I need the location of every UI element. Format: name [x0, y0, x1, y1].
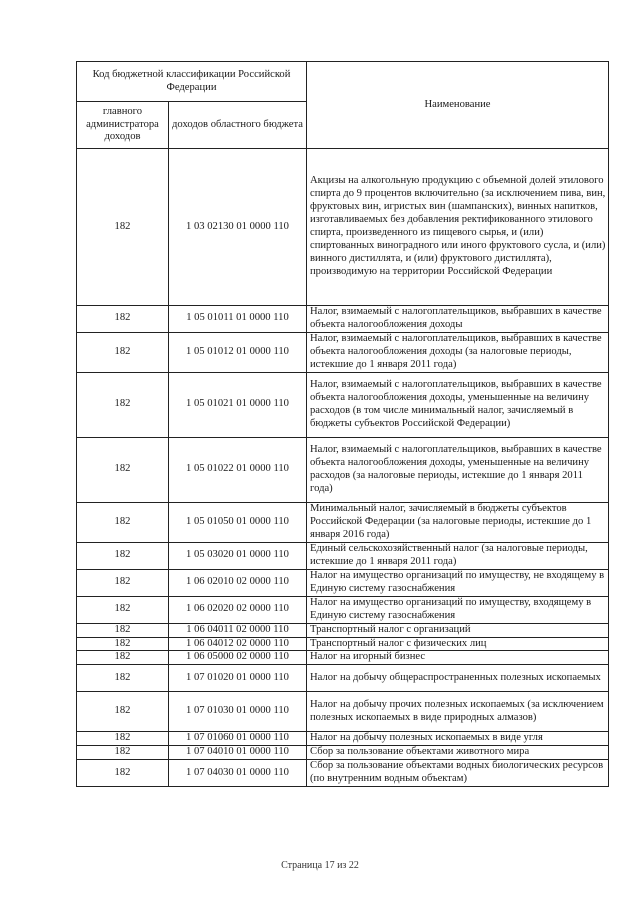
table-row [77, 569, 609, 596]
row-admin-code: 182 [77, 732, 169, 746]
row-name: Налог на добычу общераспространенных полезных ископаемых [307, 665, 609, 692]
budget-classification-table [76, 61, 609, 787]
row-budget-code: 1 05 01012 01 0000 110 [169, 332, 307, 372]
table-row [77, 542, 609, 569]
row-budget-code: 1 05 01022 01 0000 110 [169, 437, 307, 502]
row-name: Налог, взимаемый с налогоплательщиков, выбравших в качестве объекта налогообложения доходы (за налоговые периоды, истекшие до 1 января 2011 года) [307, 332, 609, 372]
row-budget-code: 1 07 01030 01 0000 110 [169, 692, 307, 732]
table-row [77, 692, 609, 732]
row-admin-code: 182 [77, 332, 169, 372]
row-name: Акцизы на алкогольную продукцию с объемной долей этилового спирта до 9 процентов включительно (за исключением пива, вин, фруктовых вин, игристых вин (шампанских), винных напитков, изготавливаемых без добавления ректификованного этилового спирта, произведенного из пищевого сырья, и (или) спиртованных виноградного или иного фруктового сусла, и (или) винного дистиллята, и (или) фруктового дистиллята), производимую на территории Российской Федерации [307, 149, 609, 306]
row-budget-code: 1 07 04030 01 0000 110 [169, 760, 307, 787]
table-row [77, 502, 609, 542]
table-row [77, 306, 609, 333]
row-name: Налог на имущество организаций по имуществу, входящему в Единую систему газоснабжения [307, 596, 609, 623]
table-row [77, 746, 609, 760]
row-admin-code: 182 [77, 306, 169, 333]
row-admin-code: 182 [77, 502, 169, 542]
table-row [77, 637, 609, 651]
table-row [77, 372, 609, 437]
row-name: Налог на добычу полезных ископаемых в виде угля [307, 732, 609, 746]
table-row [77, 651, 609, 665]
row-budget-code: 1 05 03020 01 0000 110 [169, 542, 307, 569]
row-budget-code: 1 06 02020 02 0000 110 [169, 596, 307, 623]
row-name: Налог на игорный бизнес [307, 651, 609, 665]
row-name: Транспортный налог с организаций [307, 623, 609, 637]
row-admin-code: 182 [77, 542, 169, 569]
row-budget-code: 1 07 04010 01 0000 110 [169, 746, 307, 760]
table-row [77, 332, 609, 372]
row-name: Налог, взимаемый с налогоплательщиков, выбравших в качестве объекта налогообложения доходы, уменьшенные на величину расходов (в том числе минимальный налог, зачисляемый в бюджеты субъектов Российской Федерации) [307, 372, 609, 437]
table-row [77, 760, 609, 787]
row-admin-code: 182 [77, 637, 169, 651]
header-budget: доходов областного бюджета [169, 102, 307, 149]
budget-classification-table-container [76, 61, 608, 787]
row-name: Налог на имущество организаций по имуществу, не входящему в Единую систему газоснабжения [307, 569, 609, 596]
row-admin-code: 182 [77, 651, 169, 665]
table-row [77, 665, 609, 692]
row-name: Сбор за пользование объектами водных биологических ресурсов (по внутренним водным объектам) [307, 760, 609, 787]
row-admin-code: 182 [77, 692, 169, 732]
row-budget-code: 1 06 04012 02 0000 110 [169, 637, 307, 651]
row-budget-code: 1 06 04011 02 0000 110 [169, 623, 307, 637]
table-row [77, 623, 609, 637]
row-name: Сбор за пользование объектами животного мира [307, 746, 609, 760]
row-name: Минимальный налог, зачисляемый в бюджеты субъектов Российской Федерации (за налоговые периоды, истекшие до 1 января 2016 года) [307, 502, 609, 542]
row-name: Налог на добычу прочих полезных ископаемых (за исключением полезных ископаемых в виде природных алмазов) [307, 692, 609, 732]
header-code-group: Код бюджетной классификации Российской Федерации [77, 62, 307, 102]
row-admin-code: 182 [77, 665, 169, 692]
page-footer: Страница 17 из 22 [281, 860, 359, 871]
row-budget-code: 1 05 01021 01 0000 110 [169, 372, 307, 437]
row-admin-code: 182 [77, 760, 169, 787]
row-admin-code: 182 [77, 623, 169, 637]
row-admin-code: 182 [77, 569, 169, 596]
table-row [77, 437, 609, 502]
table-row [77, 596, 609, 623]
row-admin-code: 182 [77, 746, 169, 760]
table-row [77, 732, 609, 746]
row-admin-code: 182 [77, 437, 169, 502]
row-admin-code: 182 [77, 596, 169, 623]
header-name: Наименование [307, 62, 609, 149]
row-budget-code: 1 06 05000 02 0000 110 [169, 651, 307, 665]
row-name: Налог, взимаемый с налогоплательщиков, выбравших в качестве объекта налогообложения доходы [307, 306, 609, 333]
row-name: Транспортный налог с физических лиц [307, 637, 609, 651]
row-budget-code: 1 05 01011 01 0000 110 [169, 306, 307, 333]
table-body [77, 149, 609, 787]
row-budget-code: 1 03 02130 01 0000 110 [169, 149, 307, 306]
row-budget-code: 1 05 01050 01 0000 110 [169, 502, 307, 542]
row-name: Единый сельскохозяйственный налог (за налоговые периоды, истекшие до 1 января 2011 года) [307, 542, 609, 569]
row-budget-code: 1 06 02010 02 0000 110 [169, 569, 307, 596]
row-budget-code: 1 07 01060 01 0000 110 [169, 732, 307, 746]
header-row-top [77, 62, 609, 102]
table-row [77, 149, 609, 306]
row-budget-code: 1 07 01020 01 0000 110 [169, 665, 307, 692]
header-admin: главного администратора доходов [77, 102, 169, 149]
row-admin-code: 182 [77, 372, 169, 437]
row-name: Налог, взимаемый с налогоплательщиков, выбравших в качестве объекта налогообложения доходы, уменьшенные на величину расходов (за налоговые периоды, истекшие до 1 января 2011 года) [307, 437, 609, 502]
row-admin-code: 182 [77, 149, 169, 306]
